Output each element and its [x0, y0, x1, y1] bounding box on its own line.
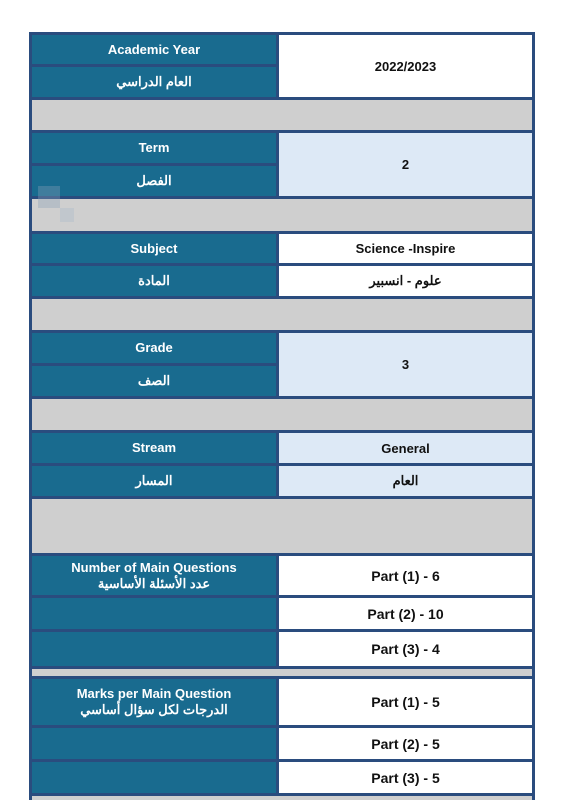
marks-part-3: Part (3) - 5	[279, 762, 532, 793]
academic-year-label-ar: العام الدراسي	[32, 67, 276, 97]
subject-value-ar: علوم - انسبير	[279, 266, 532, 296]
marks-label-en: Marks per Main Question	[76, 686, 232, 701]
grade-value: 3	[279, 333, 532, 396]
term-label-ar: الفصل	[32, 166, 276, 196]
subject-value: Science -Inspire	[279, 234, 532, 263]
spacer-row	[32, 499, 532, 553]
marks-label	[32, 679, 276, 725]
academic-year-label: Academic Year	[32, 35, 276, 64]
stream-label: Stream	[32, 433, 276, 463]
subject-label: Subject	[32, 234, 276, 263]
main-questions-label-ar: عدد الأسئلة الأساسية	[97, 575, 211, 591]
spacer-row	[32, 100, 532, 130]
marks-part-1: Part (1) - 5	[279, 679, 532, 725]
term-value: 2	[279, 133, 532, 196]
stream-value-ar: العام	[279, 466, 532, 496]
main-questions-part-2: Part (2) - 10	[279, 598, 532, 629]
spacer-row	[32, 199, 532, 231]
term-label: Term	[32, 133, 276, 163]
exam-info-table	[29, 32, 535, 800]
marks-part-2: Part (2) - 5	[279, 728, 532, 759]
spacer-row	[32, 399, 532, 430]
main-questions-part-3: Part (3) - 4	[279, 632, 532, 666]
main-questions-label	[32, 556, 276, 595]
grade-label-ar: الصف	[32, 366, 276, 396]
blank-label-cell	[32, 762, 276, 793]
spacer-row	[32, 669, 532, 676]
blank-label-cell	[32, 632, 276, 666]
spacer-row	[32, 796, 532, 800]
subject-label-ar: المادة	[32, 266, 276, 296]
stream-label-ar: المسار	[32, 466, 276, 496]
spacer-row	[32, 299, 532, 330]
marks-label-ar: الدرجات لكل سؤال أساسي	[80, 702, 228, 717]
grade-label: Grade	[32, 333, 276, 363]
stream-value: General	[279, 433, 532, 463]
blank-label-cell	[32, 728, 276, 759]
main-questions-label-en: Number of Main Questions	[71, 559, 237, 575]
academic-year-value: 2022/2023	[279, 35, 532, 97]
blank-label-cell	[32, 598, 276, 629]
main-questions-part-1: Part (1) - 6	[279, 556, 532, 595]
